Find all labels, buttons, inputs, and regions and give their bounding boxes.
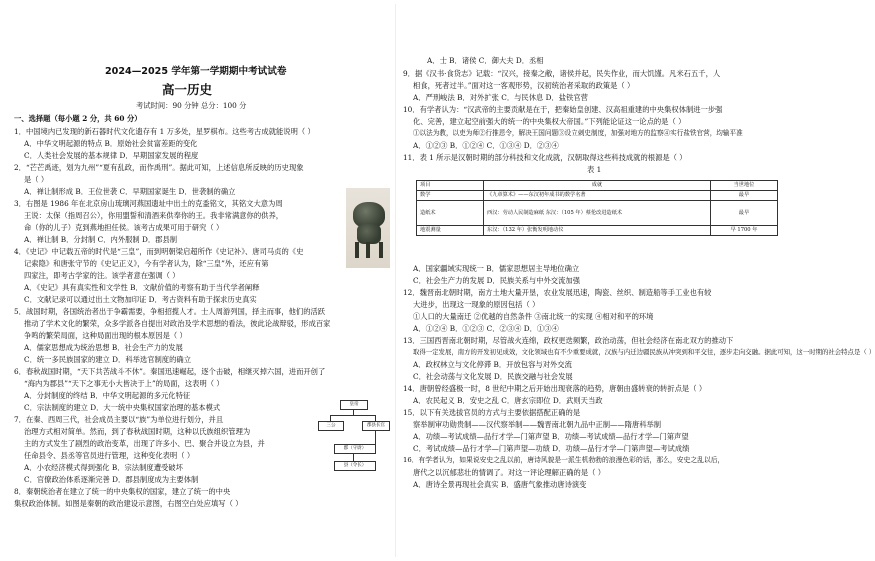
- question-line: 推动了学术文化的繁荣，众多学派各自提出对政治及学术思想的看法，彼此论战辩驳，形成百家: [24, 319, 331, 328]
- question-line: 任命县令、县丞等官员进行管理，这种变化表明（ ）: [24, 451, 195, 460]
- right-column: [397, 0, 794, 561]
- question-line: 集权政治体制。如图是秦朝的政治建设示意图，右图空白处应填写（ ）: [14, 499, 243, 508]
- table-cell: 数学: [417, 191, 484, 201]
- option-line: C．官僚政治体系逐渐完善 D．郡县制度成为主要体制: [24, 475, 199, 484]
- option-line: A．中华文明起源的特点 B．原始社会贫富差距的变化: [24, 139, 198, 148]
- question-line: 主的方式发生了剧烈的政治变革，出现了许多小、巴、聚合并设立为县，并: [24, 439, 265, 448]
- question-line: 命（你的儿子）克到燕地担任侯。该考古成果可用于研究（ ）: [24, 223, 224, 232]
- question-line: 1．中国境内已发现的新石器时代文化遗存有 1 万多处，星罗棋布。这些考古成就能说明（ ）: [14, 127, 315, 136]
- option-line: C．统一多民族国家的建立 D．科举选官制度的确立: [24, 355, 191, 364]
- achievement-table: [416, 180, 778, 236]
- option-line: C．考试成绩—品行才学—门第声望—功绩 D．功绩—品行才学—门第声望—考试成绩: [413, 444, 690, 453]
- option-line: A．禅让制形成 B．王位世袭 C．早期国家诞生 D．世袭制的确立: [24, 187, 236, 196]
- question-line: 是（ ）: [24, 175, 49, 184]
- question-line: 7．在秦、西周三代，社会成员主要以“族”为单位进行划分，并且: [14, 415, 224, 424]
- question-line: 治理方式相对简单。然而，到了春秋战国时期，这种以氏族组织管理为: [24, 427, 251, 436]
- question-line: 9．据《汉书·食货志》记载：“汉兴，接秦之敝，诸侯并起，民失作业，而大饥馑。凡米石五千，人: [403, 69, 721, 78]
- table-header: 当世地位: [711, 181, 778, 191]
- option-line: C．社会动荡与文化发展 D．民族交融与社会发展: [413, 372, 573, 381]
- question-line: 争鸣的繁荣局面，这种局面出现的根本原因是（ ）: [24, 331, 187, 340]
- option-line: A．①②③ B．①②④ C．①③④ D．②③④: [413, 141, 559, 150]
- option-line: A．分封制度的终结 B．中华文明起源的多元化特征: [24, 391, 191, 400]
- table-cell: 地震测量: [417, 226, 484, 236]
- exam-subject: 高一历史: [162, 82, 213, 97]
- diagram-connector: [375, 430, 376, 444]
- table-row: [417, 201, 778, 226]
- question-line: 四家注，即考古学家的注。该学者意在强调（ ）: [24, 271, 180, 280]
- question-line: 王说：太保（指周召公），你用盟誓和清酒来供奉你的王。我非常满意你的供养，: [24, 211, 284, 220]
- option-line: A．小农经济模式得到强化 B．宗法制度遭受破坏: [24, 463, 183, 472]
- table-cell: 东汉：（132 年）张衡发明地动仪: [484, 226, 711, 236]
- exam-info: 考试时间：90 分钟 总分：100 分: [136, 101, 247, 110]
- exam-title: 2024—2025 学年第一学期期中考试试卷: [105, 66, 287, 77]
- table-row: [417, 226, 778, 236]
- vessel-leg-shape: [366, 242, 370, 258]
- option-line: A．士 B．诸侯 C．御大夫 D．丞相: [427, 56, 544, 65]
- question-line: 5．战国时期，各国统治者出于争霸需要，争相招揽人才。士人周游列国，择主而事，他们的活跃: [14, 307, 326, 316]
- diagram-node: 三公: [318, 421, 344, 431]
- question-line: 唐代之以沉郁悲壮的情调了。对这一评论理解正确的是（ ）: [413, 468, 606, 477]
- option-line: A．严刑峻法 B．对外扩张 C．与民休息 D．盐铁官营: [413, 93, 588, 102]
- table-cell: 最早: [711, 191, 778, 201]
- question-line: “海内为郡县”“天下之事无小大皆决于上”的局面，这表明（ ）: [24, 379, 224, 388]
- table-cell: 造纸术: [417, 201, 484, 226]
- bronze-vessel-image: [346, 188, 390, 268]
- option-line: C．文献记录可以通过出土文物加印证 D．考古资料有助于探求历史真实: [24, 295, 257, 304]
- diagram-connector: [330, 415, 376, 416]
- table-header-row: [417, 181, 778, 191]
- table-cell: 最早: [711, 201, 778, 226]
- diagram-node: 郡县长官: [362, 421, 390, 431]
- option-line: A．①②④ B．①②③ C．②③④ D．①③④: [413, 324, 559, 333]
- question-line: 察举制审功勋贵制——汉代察举制——魏晋南北朝九品中正制——隋唐科举制: [413, 420, 662, 429]
- question-line: 14．唐朝曾经盛极一时，8 世纪中期之后开始出现衰落的趋势，唐朝由盛转衰的转折点是（ ）: [403, 384, 707, 393]
- question-line: ①以法为教，以吏为师②行推恩令，解决王国问题③设立刺史制度，加强对地方的监察④实行盐铁官营，均输平准: [413, 129, 743, 137]
- option-line: A．儒家思想成为统治思想 B．社会生产力的发展: [24, 343, 183, 352]
- question-line: 3．右图是 1986 年在北京房山琉璃河燕国遗址中出土的克盉铭文，其铭文大意为周: [14, 199, 283, 208]
- option-line: A．《史记》具有真实性和文学性 B．文献价值的考察有助于当代学者阐释: [24, 283, 260, 292]
- table-header: 项目: [417, 181, 484, 191]
- table-cell: 西汉：劳动人民制造麻纸 东汉：（105 年）蔡伦改进造纸术: [484, 201, 711, 226]
- option-line: C．宗法制度的建立 D．大一统中央集权国家治理的基本模式: [24, 403, 221, 412]
- table-row: [417, 191, 778, 201]
- question-line: 8．秦朝统治者在建立了统一的中央集权的国家，建立了统一的中央: [14, 487, 231, 496]
- question-line: 取得一定发展，南方的开发初见成效，文化领域也有不少重要成就，汉族与内迁边疆民族从冲突到和平交往，逐步走向交融。据此可知，这一时期的社会特点是（ ）: [413, 348, 875, 356]
- question-line: 12．魏晋南北朝时期，南方土地大量开垦，农业发展迅速，陶瓷、丝织、制造船等手工业也有较: [403, 288, 712, 297]
- option-line: ①人口的大量南迁 ②优越的自然条件 ③南北统一的实现 ④相对和平的环境: [413, 312, 654, 321]
- column-divider: [395, 4, 396, 557]
- option-line: A．唐诗全景再现社会真实 B．盛唐气象推动唐诗演变: [413, 480, 587, 489]
- question-line: 15．以下有关选拔官员的方式与主要依据搭配正确的是: [403, 408, 581, 417]
- option-line: A．功绩—考试成绩—品行才学—门第声望 B．功绩—考试成绩—品行才学—门第声望: [413, 432, 689, 441]
- question-line: 2．“芒芒禹迹，划为九州”“夏有乱政，而作禹刑”。据此可知，上述信息所反映的历史现象: [14, 163, 304, 172]
- vessel-body-shape: [357, 224, 381, 244]
- question-line: 6．春秋战国时期，“天下共苦战斗不休”。秦国迅速崛起，逐个击破，相继灭掉六国，进而开创了: [14, 367, 326, 376]
- question-line: 11．表 1 所示是汉朝时期的部分科技和文化成就，汉朝取得这些科技成就的根源是（ ）: [403, 153, 687, 162]
- question-line: 16．有学者认为，如果说安史之乱以前，唐诗风貌是一派生机勃勃的浪漫色彩的话，那么，安史之乱以后，: [403, 456, 725, 464]
- question-line: 记索隐》和唐张守节的《史记正义》，今有学者认为，除“三皇”外，还应有第: [24, 259, 269, 268]
- question-line: 4．《史记》中记载五帝的时代是“三皇”，而到明朝梁启超所作《史记补》、唐司马贞的《史: [14, 247, 304, 256]
- qin-politics-diagram: [318, 400, 388, 478]
- diagram-connector: [353, 453, 354, 461]
- option-line: A．农民起义 B．安史之乱 C．唐玄宗即位 D．武则天当政: [413, 396, 603, 405]
- table-cell: 《九章算术》——东汉初年成书的数学名著: [484, 191, 711, 201]
- table-caption: 表 1: [587, 165, 602, 174]
- diagram-node: 县（令长）: [334, 461, 376, 471]
- question-line: 13．三国西晋南北朝时期，尽管战火连绵，政权更迭频繁，政治动荡，但社会经济在南北双方的推动下: [403, 336, 734, 345]
- question-line: 大进步，出现这一现象的原因包括（ ）: [413, 300, 540, 309]
- table-header: 成就: [484, 181, 711, 191]
- diagram-node: 郡（守尉）: [334, 444, 376, 454]
- diagram-node: 皇帝: [340, 400, 368, 410]
- question-line: 化、完善，建立起空前强大的统一的中央集权大帝国。”下列能论证这一论点的是（ ）: [413, 117, 686, 126]
- question-line: 10．有学者认为：“汉武帝的主要贡献是在于，把秦始皇创建、汉高祖重建的中央集权体制进一步强: [403, 105, 723, 114]
- option-line: C．社会生产力的发展 D．民族关系与中外交流加强: [413, 276, 580, 285]
- option-line: C．人类社会发展的基本规律 D．早期国家发展的程度: [24, 151, 199, 160]
- option-line: A．禅让制 B．分封制 C．内外服制 D．郡县制: [24, 235, 178, 244]
- option-line: A．政权林立与文化停滞 B．开放包容与对外交流: [413, 360, 572, 369]
- left-column: [0, 0, 393, 561]
- option-line: A．国家疆域实现统一 B．儒家思想居主导地位确立: [413, 264, 580, 273]
- table-cell: 早 1700 年: [711, 226, 778, 236]
- question-line: 相食，死者过半。”面对这一客观形势，汉初统治者采取的政策是（ ）: [413, 81, 635, 90]
- section-heading: 一、选择题（每小题 2 分，共 60 分）: [14, 114, 142, 123]
